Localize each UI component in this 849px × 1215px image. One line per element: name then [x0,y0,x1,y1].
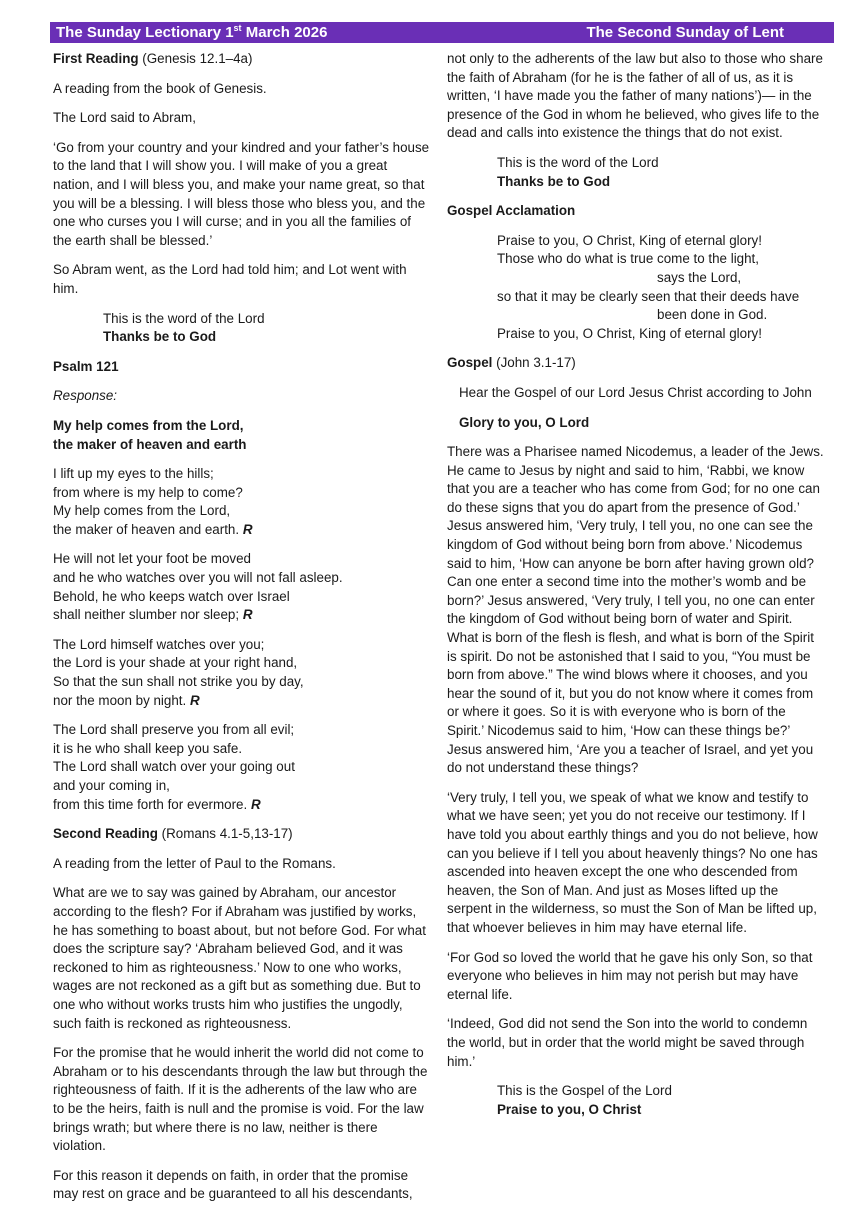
response-marker: R [242,521,253,537]
header-title: The Sunday Lectionary 1st March 2026 [56,23,328,41]
gospel-paragraph: ‘Very truly, I tell you, we speak of what we know and testify to what we have seen; yet you do not receive our testimony. If I have told you about earthly things and you do not believe, how can you believe if I tell you about heavenly things? No one has ascended into heaven except the one who descended from heaven, the Son of Man. And just as Moses lifted up the serpent in the wilderness, so must the Son of Man be lifted up, that whoever believes in him may have eternal life. [447,789,818,935]
psalm-response-label: Response: [53,388,118,404]
page-header-banner [50,22,834,43]
gospel-intro: Hear the Gospel of our Lord Jesus Christ according to John [459,384,812,400]
second-reading-paragraph: What are we to say was gained by Abraham, our ancestor according to the flesh? For if Abraham was justified by works, he has something to boast about, but not before God. For what does the scripture say? ‘Abraham believed God, and it was reckoned to him as righteousness.’ Now to one who works, wages are not reckoned as a gift but as something due. But to one who without works trusts him who justifies the ungodly, such faith is reckoned as righteousness. [53,885,426,1031]
second-reading-paragraph: For the promise that he would inherit the world did not come to Abraham or to his descendants through the law but through the righteousness of faith. If it is the adherents of the law who are to be the heirs, faith is null and the promise is void. For the law brings wrath; but where there is no law, neither is there violation. [53,1045,428,1154]
header-occasion: The Second Sunday of Lent [586,24,784,41]
first-reading-paragraph: So Abram went, as the Lord had told him; and Lot went with him. [53,262,407,296]
second-reading-paragraph: For this reason it depends on faith, in order that the promise may rest on grace and be guaranteed to all his descendants, [53,1167,413,1202]
psalm-stanza: The Lord shall preserve you from all evil; it is he who shall keep you safe. The Lord shall watch over your going out and your coming in, from this time forth for evermore. R [53,722,295,812]
response-marker: R [189,692,200,708]
first-reading-paragraph: The Lord said to Abram, [53,110,196,126]
gospel-glory-response: Glory to you, O Lord [459,414,590,430]
psalm-stanza: The Lord himself watches over you; the Lord is your shade at your right hand, So that the sun shall not strike you by day, nor the moon by night. R [53,636,304,708]
gospel-paragraph: There was a Pharisee named Nicodemus, a leader of the Jews. He came to Jesus by night and said to him, ‘Rabbi, we know that you are a teacher who has come from God; for no one can do these signs that you do apart from the presence of God.’ Jesus answered him, ‘Very truly, I tell you, no one can see the kingdom of God without being born from above.’ Nicodemus said to him, ‘How can anyone be born after having grown old? Can one enter a second time into the mother’s womb and be born?’ Jesus answered, ‘Very truly, I tell you, no one can enter the kingdom of God without being born of water and Spirit. What is born of the flesh is flesh, and what is born of the Spirit is spirit. Do not be astonished that I said to you, “You must be born from above.” The wind blows where it chooses, and you hear the sound of it, but you do not know where it comes from or where it goes. So it is with everyone who is born of the Spirit.’ Nicodemus said to him, ‘How can these things be?’ Jesus answered him, ‘Are you a teacher of Israel, and yet you do not understand these things? [447,444,824,776]
response-marker: R [242,607,253,623]
right-column [447,50,825,1130]
first-reading-conclusion: This is the word of the Lord Thanks be to God [103,310,265,345]
acclamation-heading: Gospel Acclamation [447,203,576,219]
gospel-conclusion: This is the Gospel of the Lord Praise to you, O Christ [497,1083,672,1117]
psalm-heading: Psalm 121 [53,358,119,374]
psalm-stanza: He will not let your foot be moved and he who watches over you will not fall asleep. Behold, he who keeps watch over Israel shall neither slumber nor sleep; R [53,551,343,623]
first-reading-paragraph: ‘Go from your country and your kindred and your father’s house to the land that I will show you. I will make of you a great nation, and I will bless you, and make your name great, so that you will be a blessing. I will bless those who bless you, and the one who curses you I will curse; and in you all the families of the earth shall be blessed.’ [53,139,430,248]
psalm-response: My help comes from the Lord, the maker of heaven and earth [53,417,247,452]
response-marker: R [250,796,261,812]
acclamation-text: Praise to you, O Christ, King of eternal glory! Those who do what is true come to the light, says the Lord, so that it may be clearly seen that their deeds have been done in God. Praise to you, O Christ, King of eternal glory! [497,232,800,341]
gospel-paragraph: ‘Indeed, God did not send the Son into the world to condemn the world, but in order that the world might be saved through him.’ [447,1016,808,1069]
gospel-paragraph: ‘For God so loved the world that he gave his only Son, so that everyone who believes in him may not perish but may have eternal life. [447,949,813,1002]
left-column [53,50,431,1215]
second-reading-intro: A reading from the letter of Paul to the Romans. [53,855,336,871]
second-reading-conclusion: This is the word of the Lord Thanks be to God [497,154,659,189]
second-reading-paragraph: not only to the adherents of the law but also to those who share the faith of Abraham (for he is the father of all of us, as it is written, ‘I have made you the father of many nations’)— in the presence of the God in whom he believed, who gives life to the dead and calls into existence the things that do not exist. [447,51,823,141]
first-reading-heading: First Reading (Genesis 12.1–4a) [53,51,253,66]
psalm-stanza: I lift up my eyes to the hills; from where is my help to come? My help comes from the Lord, the maker of heaven and earth. R [53,466,253,537]
second-reading-heading: Second Reading (Romans 4.1-5,13-17) [53,826,293,842]
gospel-heading: Gospel (John 3.1-17) [447,355,576,371]
first-reading-intro: A reading from the book of Genesis. [53,80,267,96]
